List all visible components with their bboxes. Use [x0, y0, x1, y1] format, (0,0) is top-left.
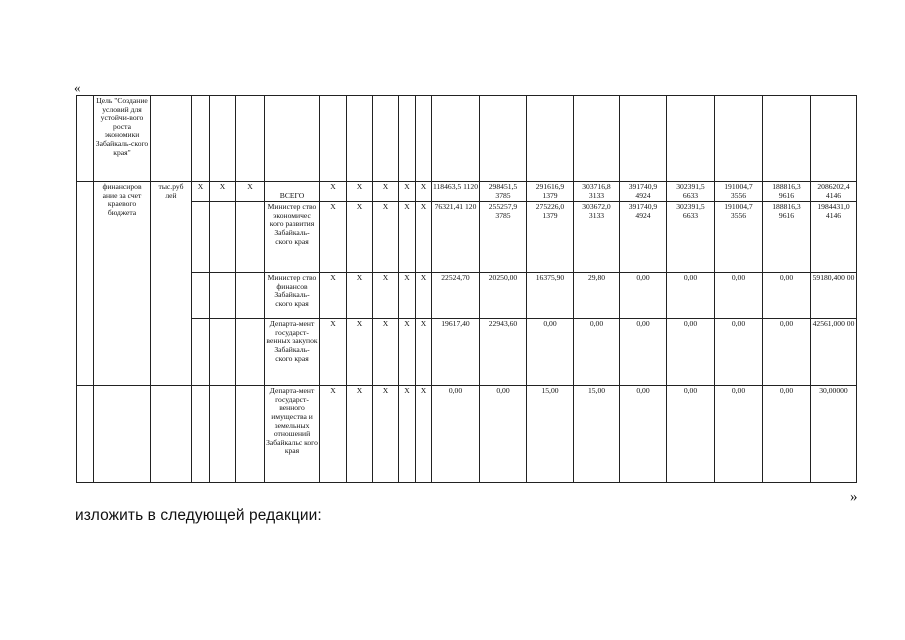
- table-cell: [236, 202, 265, 273]
- x-cell: X: [373, 182, 399, 202]
- x-cell: X: [399, 182, 416, 202]
- goal-row: [77, 96, 857, 182]
- value-cell: 391740,9 4924: [620, 202, 667, 273]
- opening-quote: «: [74, 80, 81, 95]
- value-cell: 20250,00: [480, 273, 527, 319]
- value-cell: 303672,0 3133: [574, 202, 620, 273]
- x-cell: X: [416, 386, 432, 483]
- x-cell: X: [399, 273, 416, 319]
- value-cell: 118463,5 1120: [432, 182, 480, 202]
- table-cell: [210, 319, 236, 386]
- table-cell: [811, 96, 857, 182]
- x-cell: X: [347, 273, 373, 319]
- unit-cell: тыс.руб лей: [151, 182, 192, 386]
- table-cell: [527, 96, 574, 182]
- table-cell: [236, 96, 265, 182]
- x-cell: X: [320, 319, 347, 386]
- value-cell: 188816,3 9616: [763, 202, 811, 273]
- table-cell: [236, 319, 265, 386]
- value-cell: 0,00: [763, 319, 811, 386]
- value-cell: 0,00: [620, 319, 667, 386]
- table-cell: [192, 273, 210, 319]
- value-cell: 0,00: [763, 386, 811, 483]
- table-cell: [77, 182, 94, 386]
- value-cell: 0,00: [715, 386, 763, 483]
- value-cell: 22524,70: [432, 273, 480, 319]
- value-cell: 15,00: [574, 386, 620, 483]
- table-row-property: [77, 386, 857, 483]
- table-row-procurement: [77, 319, 857, 386]
- value-cell: 16375,90: [527, 273, 574, 319]
- x-cell: X: [347, 386, 373, 483]
- x-cell: X: [320, 386, 347, 483]
- x-cell: X: [373, 202, 399, 273]
- value-cell: 275226,0 1379: [527, 202, 574, 273]
- table-cell: [236, 386, 265, 483]
- caption-text: изложить в следующей редакции:: [75, 507, 322, 524]
- value-cell: 391740,9 4924: [620, 182, 667, 202]
- value-cell: 191004,7 3556: [715, 182, 763, 202]
- table-cell: [320, 96, 347, 182]
- x-cell: X: [236, 182, 265, 202]
- value-cell: 0,00: [432, 386, 480, 483]
- value-cell: 302391,5 6633: [667, 182, 715, 202]
- value-cell: 0,00: [620, 273, 667, 319]
- x-cell: X: [416, 273, 432, 319]
- value-cell: 42561,000 00: [811, 319, 857, 386]
- value-cell: 255257,9 3785: [480, 202, 527, 273]
- table-cell: [210, 273, 236, 319]
- row-label: Департа-мент государст-венного имущества и земельных отношений Забайкальс кого края: [265, 386, 320, 483]
- value-cell: 1984431,0 4146: [811, 202, 857, 273]
- table-cell: [399, 96, 416, 182]
- value-cell: 29,80: [574, 273, 620, 319]
- x-cell: X: [320, 273, 347, 319]
- x-cell: X: [347, 182, 373, 202]
- value-cell: 22943,60: [480, 319, 527, 386]
- value-cell: 0,00: [480, 386, 527, 483]
- table-cell: [192, 386, 210, 483]
- table-cell: [192, 202, 210, 273]
- table-cell: [192, 96, 210, 182]
- x-cell: X: [416, 319, 432, 386]
- value-cell: 0,00: [763, 273, 811, 319]
- value-cell: 0,00: [667, 273, 715, 319]
- table-row-economy: [77, 202, 857, 273]
- x-cell: X: [416, 182, 432, 202]
- value-cell: 76321,41 120: [432, 202, 480, 273]
- table-cell: [210, 202, 236, 273]
- x-cell: X: [210, 182, 236, 202]
- table-cell: [151, 386, 192, 483]
- x-cell: X: [192, 182, 210, 202]
- table-cell: [347, 96, 373, 182]
- x-cell: X: [347, 202, 373, 273]
- indicator-cell: финансиров ание за счет краевого бюджета: [94, 182, 151, 386]
- table-cell: [620, 96, 667, 182]
- closing-quote: »: [850, 489, 858, 505]
- value-cell: 0,00: [527, 319, 574, 386]
- value-cell: 303716,8 3133: [574, 182, 620, 202]
- row-label: ВСЕГО: [265, 182, 320, 202]
- value-cell: 291616,9 1379: [527, 182, 574, 202]
- x-cell: X: [320, 182, 347, 202]
- table-cell: [480, 96, 527, 182]
- x-cell: X: [320, 202, 347, 273]
- table-cell: [265, 96, 320, 182]
- row-label: Министер ство финансов Забайкаль-ского края: [265, 273, 320, 319]
- table-cell: [151, 96, 192, 182]
- value-cell: 0,00: [715, 273, 763, 319]
- table-cell: [432, 96, 480, 182]
- table-cell: [373, 96, 399, 182]
- value-cell: 30,00000: [811, 386, 857, 483]
- table-cell: [667, 96, 715, 182]
- value-cell: 19617,40: [432, 319, 480, 386]
- table-row-finance: [77, 273, 857, 319]
- goal-cell: Цель "Создание условий для устойчи-вого роста экономики Забайкаль-ского края": [94, 96, 151, 182]
- x-cell: X: [373, 273, 399, 319]
- x-cell: X: [416, 202, 432, 273]
- value-cell: 302391,5 6633: [667, 202, 715, 273]
- table-cell: [77, 386, 94, 483]
- value-cell: 0,00: [667, 386, 715, 483]
- budget-table: [76, 95, 857, 483]
- x-cell: X: [399, 202, 416, 273]
- x-cell: X: [399, 386, 416, 483]
- table-cell: [574, 96, 620, 182]
- value-cell: 191004,7 3556: [715, 202, 763, 273]
- table-cell: [236, 273, 265, 319]
- table-cell: [763, 96, 811, 182]
- table-cell: [192, 319, 210, 386]
- table-cell: [77, 96, 94, 182]
- value-cell: 0,00: [620, 386, 667, 483]
- table-cell: [94, 386, 151, 483]
- row-label: Министер ство экономичес кого развития Забайкаль-ского края: [265, 202, 320, 273]
- value-cell: 188816,3 9616: [763, 182, 811, 202]
- value-cell: 2086202,4 4146: [811, 182, 857, 202]
- table-cell: [416, 96, 432, 182]
- table-cell: [715, 96, 763, 182]
- table-row-total: [77, 182, 857, 202]
- value-cell: 0,00: [574, 319, 620, 386]
- x-cell: X: [347, 319, 373, 386]
- value-cell: 15,00: [527, 386, 574, 483]
- row-label: Департа-мент государст-венных закупок Забайкаль-ского края: [265, 319, 320, 386]
- value-cell: 0,00: [715, 319, 763, 386]
- table-cell: [210, 96, 236, 182]
- value-cell: 0,00: [667, 319, 715, 386]
- x-cell: X: [373, 319, 399, 386]
- value-cell: 298451,5 3785: [480, 182, 527, 202]
- x-cell: X: [373, 386, 399, 483]
- value-cell: 59180,400 00: [811, 273, 857, 319]
- x-cell: X: [399, 319, 416, 386]
- table-cell: [210, 386, 236, 483]
